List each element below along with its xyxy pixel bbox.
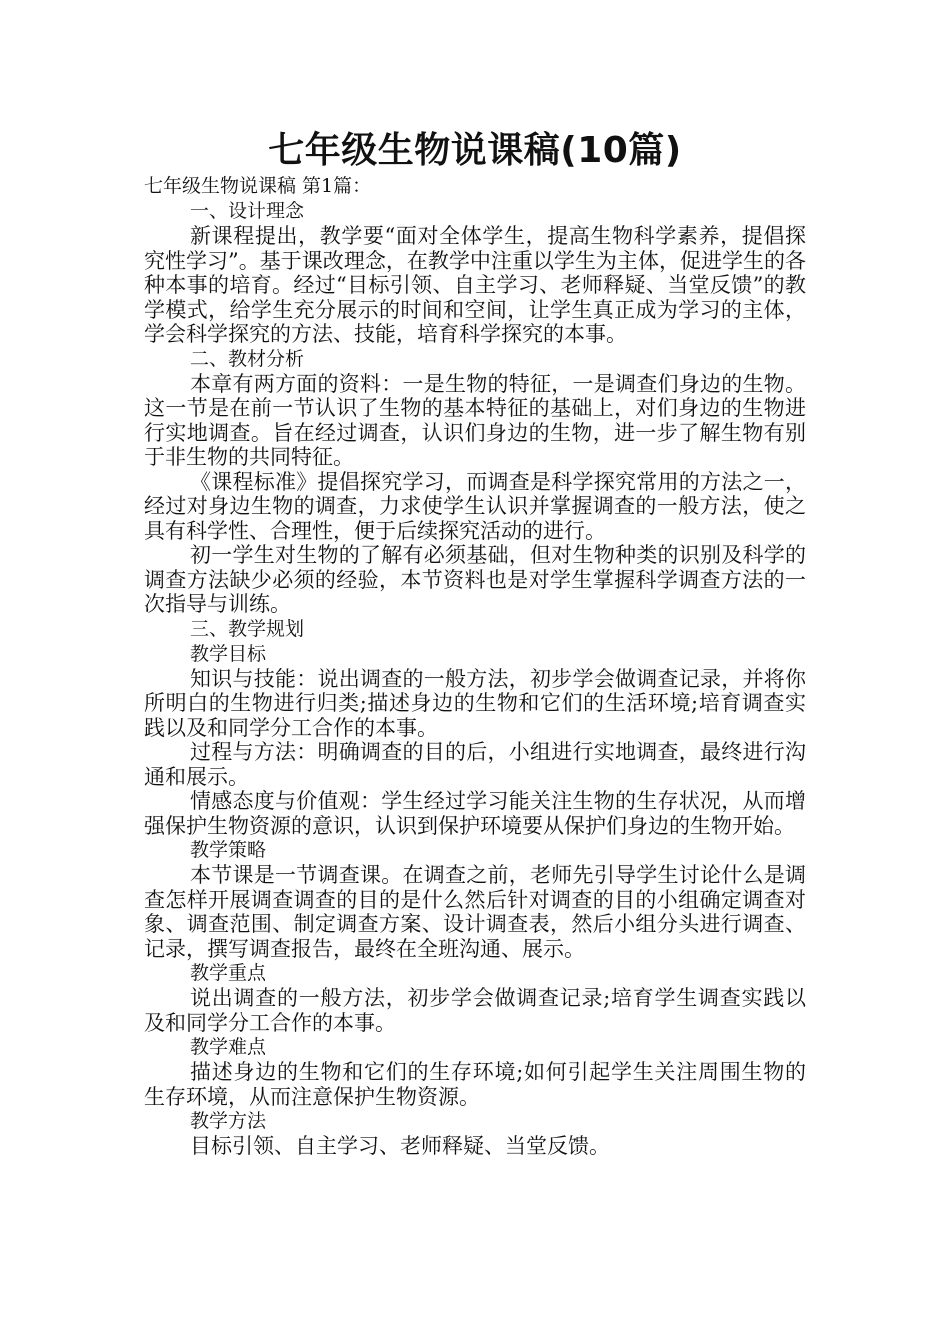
paragraph: 初一学生对生物的了解有必须基础，但对生物种类的识别及科学的调查方法缺少必须的经验，本节资料也是对学生掌握科学调查方法的一次指导与训练。: [144, 543, 806, 616]
document-page: [144, 128, 806, 1159]
subheading-difficulties: 教学难点: [190, 1036, 267, 1058]
paragraph: 《课程标准》提倡探究学习，而调查是科学探究常用的方法之一，经过对身边生物的调查，力求使学生认识并掌握调查的一般方法，使之具有科学性、合理性，便于后续探究活动的进行。: [144, 469, 806, 543]
subheading-methods: 教学方法: [190, 1110, 267, 1132]
paragraph: 过程与方法：明确调查的目的后，小组进行实地调查，最终进行沟通和展示。: [144, 740, 806, 789]
paragraph: 描述身边的生物和它们的生存环境;如何引起学生关注周围生物的生存环境，从而注意保护生物资源。: [144, 1060, 806, 1109]
paragraph: 新课程提出，教学要“面对全体学生，提高生物科学素养，提倡探究性学习”。基于课改理念，在教学中注重以学生为主体，促进学生的各种本事的培育。经过“目标引领、自主学习、老师释疑、当堂反馈”的教学模式，给学生充分展示的时间和空间，让学生真正成为学习的主体，学会科学探究的方法、技能，培育科学探究的本事。: [144, 224, 806, 346]
document-title: 七年级生物说课稿(10篇): [268, 130, 682, 171]
document-body: [144, 199, 806, 1159]
section-heading-design: 一、设计理念: [190, 200, 305, 222]
paragraph: 情感态度与价值观：学生经过学习能关注生物的生存状况，从而增强保护生物资源的意识，认识到保护环境要从保护们身边的生物开始。: [144, 789, 806, 838]
subheading-key-points: 教学重点: [190, 962, 267, 984]
section-heading-material: 二、教材分析: [190, 347, 305, 370]
section-heading-plan: 三、教学规划: [190, 617, 305, 640]
paragraph: 目标引领、自主学习、老师释疑、当堂反馈。: [190, 1134, 610, 1158]
paragraph: 本节课是一节调查课。在调查之前，老师先引导学生讨论什么是调查怎样开展调查调查的目的是什么然后针对调查的目的小组确定调查对象、调查范围、制定调查方案、设计调查表，然后小组分头进行调查、记录，撰写调查报告，最终在全班沟通、展示。: [144, 863, 806, 961]
document-subtitle: 七年级生物说课稿 第1篇：: [144, 175, 372, 197]
subheading-goals: 教学目标: [190, 642, 267, 665]
paragraph: 知识与技能：说出调查的一般方法，初步学会做调查记录，并将你所明白的生物进行归类;描述身边的生物和它们的生活环境;培育调查实践以及和同学分工合作的本事。: [144, 666, 806, 740]
paragraph: 说出调查的一般方法，初步学会做调查记录;培育学生调查实践以及和同学分工合作的本事。: [144, 986, 806, 1035]
paragraph: 本章有两方面的资料：一是生物的特征，一是调查们身边的生物。这一节是在前一节认识了生物的基本特征的基础上，对们身边的生物进行实地调查。旨在经过调查，认识们身边的生物，进一步了解生物有别于非生物的共同特征。: [144, 371, 806, 469]
subheading-strategy: 教学策略: [190, 839, 267, 861]
